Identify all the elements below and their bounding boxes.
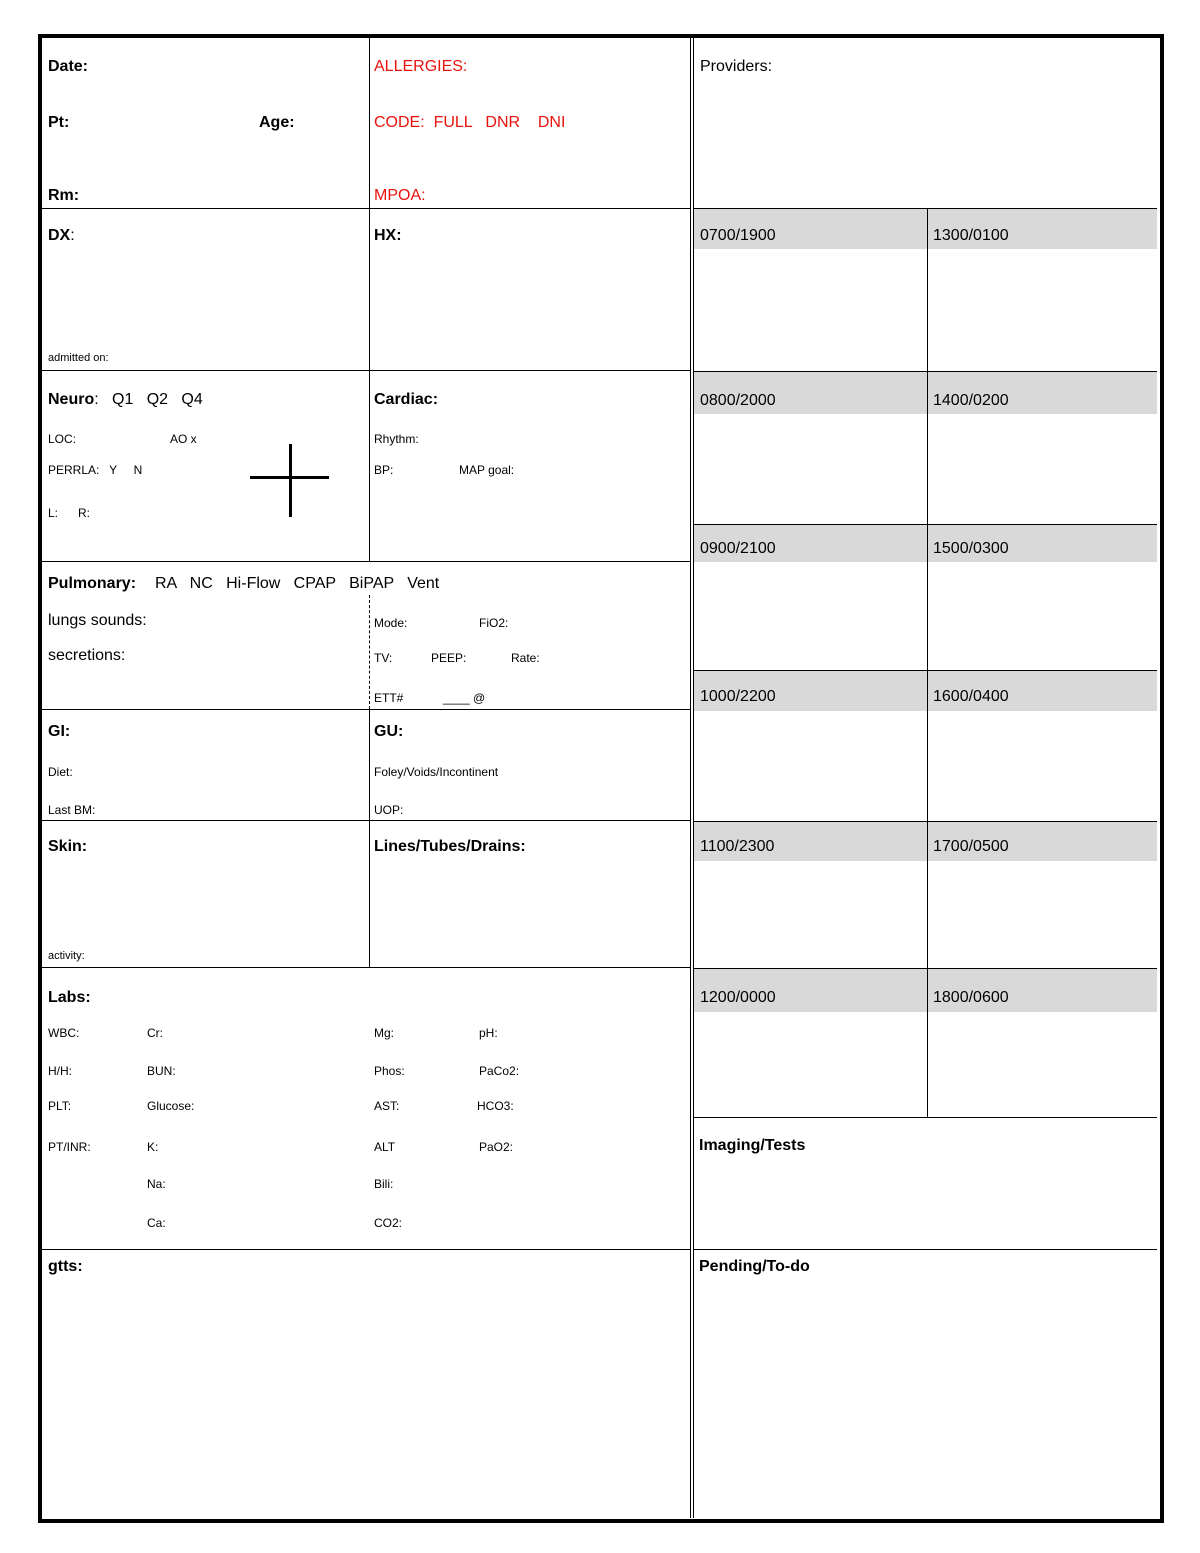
- tidal-volume-label: TV:: [374, 651, 393, 665]
- gi-title: GI:: [48, 723, 71, 740]
- lab-label: WBC:: [48, 1026, 80, 1040]
- lab-label: pH:: [479, 1026, 498, 1040]
- lung-sounds-label: lungs sounds:: [48, 612, 147, 629]
- neuro-title: Neuro: Q1 Q2 Q4: [48, 391, 203, 408]
- mpoa-label: MPOA:: [374, 187, 426, 204]
- lab-label: Cr:: [147, 1026, 163, 1040]
- activity-label: activity:: [48, 950, 85, 962]
- time-slot-label: 1000/2200: [700, 688, 776, 705]
- providers-label: Providers:: [700, 58, 773, 75]
- perrla-label: PERRLA: Y N: [48, 463, 143, 477]
- pulmonary-title: Pulmonary:: [48, 575, 137, 592]
- lab-label: AST:: [374, 1099, 400, 1113]
- rhythm-label: Rhythm:: [374, 432, 419, 446]
- allergies-label: ALLERGIES:: [374, 58, 468, 75]
- time-slot-label: 1300/0100: [933, 227, 1009, 244]
- lab-label: K:: [147, 1140, 159, 1154]
- ett-label: ETT#: [374, 691, 404, 705]
- time-slot-label: 1100/2300: [700, 838, 775, 855]
- lab-label: H/H:: [48, 1064, 72, 1078]
- time-slot-label: 0900/2100: [700, 540, 776, 557]
- pulmonary-dashed-divider: [369, 595, 370, 709]
- center-divider: [693, 36, 694, 1518]
- hx-title: HX:: [374, 227, 402, 244]
- admitted-on-label: admitted on:: [48, 352, 109, 364]
- lab-label: Glucose:: [147, 1099, 195, 1113]
- row-divider: [42, 820, 691, 821]
- lab-label: ALT: [374, 1140, 396, 1154]
- bp-label: BP:: [374, 463, 394, 477]
- patient-label: Pt:: [48, 114, 70, 131]
- lab-label: PaCo2:: [479, 1064, 520, 1078]
- fio2-label: FiO2:: [479, 616, 509, 630]
- date-label: Date:: [48, 58, 89, 75]
- time-divider: [694, 821, 1157, 822]
- lab-label: Bili:: [374, 1177, 394, 1191]
- map-goal-label: MAP goal:: [459, 463, 515, 477]
- center-divider: [690, 36, 691, 1518]
- lab-label: Na:: [147, 1177, 166, 1191]
- gu-title: GU:: [374, 723, 404, 740]
- row-divider: [42, 370, 691, 371]
- lab-label: HCO3:: [477, 1099, 514, 1113]
- secretions-label: secretions:: [48, 647, 126, 664]
- time-slot-label: 1500/0300: [933, 540, 1009, 557]
- imaging-tests-title: Imaging/Tests: [699, 1137, 806, 1154]
- lab-label: BUN:: [147, 1064, 176, 1078]
- skin-title: Skin:: [48, 838, 88, 855]
- time-divider: [694, 1249, 1157, 1250]
- row-divider: [42, 967, 691, 968]
- labs-title: Labs:: [48, 989, 91, 1006]
- ao-label: AO x: [170, 432, 197, 446]
- time-slot-label: 1200/0000: [700, 989, 776, 1006]
- lab-label: PaO2:: [479, 1140, 514, 1154]
- pupil-cross-vertical: [289, 444, 292, 517]
- dx-title: DX:: [48, 227, 75, 244]
- foley-label: Foley/Voids/Incontinent: [374, 765, 499, 779]
- row-divider: [42, 561, 691, 562]
- lab-label: Mg:: [374, 1026, 395, 1040]
- cardiac-title: Cardiac:: [374, 391, 439, 408]
- time-col-divider: [927, 209, 928, 1117]
- last-bm-label: Last BM:: [48, 803, 96, 817]
- lab-label: PT/INR:: [48, 1140, 91, 1154]
- time-slot-label: 0800/2000: [700, 392, 776, 409]
- time-slot-label: 1600/0400: [933, 688, 1009, 705]
- room-label: Rm:: [48, 187, 80, 204]
- peep-label: PEEP:: [431, 651, 467, 665]
- ett-blank: ____ @: [443, 691, 486, 705]
- left-col-divider: [369, 38, 370, 562]
- lab-label: CO2:: [374, 1216, 403, 1230]
- time-divider: [694, 670, 1157, 671]
- lab-label: PLT:: [48, 1099, 72, 1113]
- age-label: Age:: [259, 114, 295, 131]
- time-divider: [694, 208, 1157, 209]
- pending-todo-title: Pending/To-do: [699, 1258, 810, 1275]
- rate-label: Rate:: [511, 651, 540, 665]
- left-col-divider: [369, 710, 370, 968]
- uop-label: UOP:: [374, 803, 404, 817]
- time-divider: [694, 1117, 1157, 1118]
- code-status-label: CODE: FULL DNR DNI: [374, 114, 566, 131]
- time-slot-label: 1800/0600: [933, 989, 1009, 1006]
- time-divider: [694, 371, 1157, 372]
- pupil-lr-label: L: R:: [48, 506, 91, 520]
- row-divider: [42, 1249, 691, 1250]
- time-slot-label: 0700/1900: [700, 227, 776, 244]
- diet-label: Diet:: [48, 765, 73, 779]
- lab-label: Phos:: [374, 1064, 405, 1078]
- row-divider: [42, 208, 691, 209]
- time-divider: [694, 968, 1157, 969]
- loc-label: LOC:: [48, 432, 77, 446]
- lab-label: Ca:: [147, 1216, 166, 1230]
- outer-frame: [38, 34, 1164, 1523]
- vent-mode-label: Mode:: [374, 616, 408, 630]
- gtts-title: gtts:: [48, 1258, 83, 1275]
- oxygen-options: RA NC Hi-Flow CPAP BiPAP Vent: [155, 575, 440, 592]
- time-divider: [694, 524, 1157, 525]
- row-divider: [42, 709, 691, 710]
- lines-tubes-drains-title: Lines/Tubes/Drains:: [374, 838, 526, 855]
- time-slot-label: 1700/0500: [933, 838, 1009, 855]
- time-slot-label: 1400/0200: [933, 392, 1009, 409]
